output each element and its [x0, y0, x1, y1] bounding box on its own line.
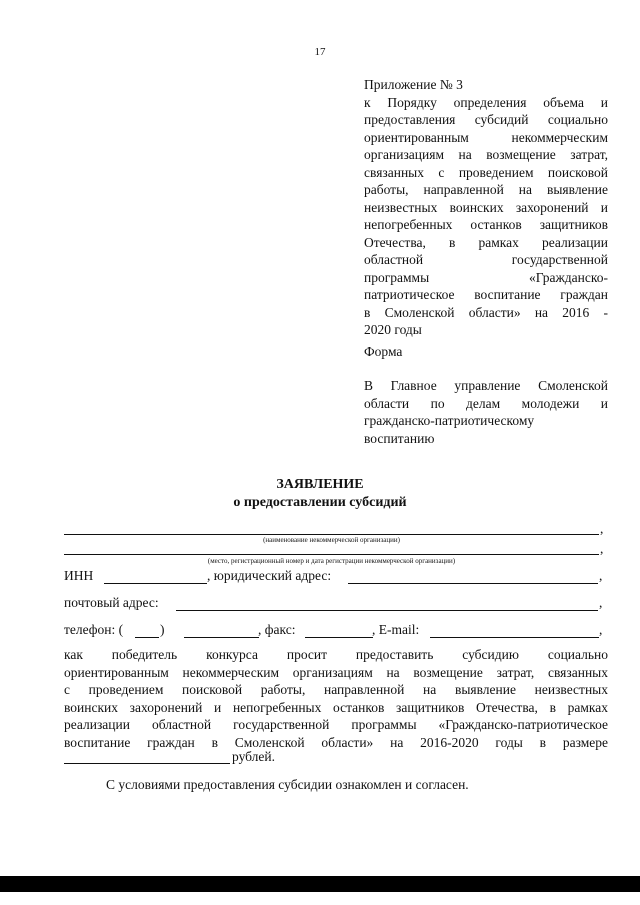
comma: ,: [599, 622, 603, 637]
fax-input[interactable]: [305, 637, 373, 638]
phone-paren: ): [160, 622, 165, 637]
fax-label: , факс:: [258, 622, 296, 637]
org-registration-caption: (место, регистрационный номер и дата регистрации некоммерческой организации): [207, 557, 456, 565]
comma: ,: [600, 541, 604, 556]
addressee-block: [364, 377, 608, 447]
document-subtitle: о предоставлении субсидий: [233, 495, 407, 510]
paragraph-line: как победитель конкурса просит предоставить субсидию социально: [64, 647, 608, 662]
org-name-line[interactable]: [64, 534, 599, 535]
rubles-label: рублей.: [232, 749, 276, 764]
appendix-line: неизвестных воинских захоронений и: [364, 199, 608, 215]
appendix-line: патриотическое воспитание граждан: [364, 287, 608, 302]
consent-text: С условиями предоставления субсидии ознакомлен и согласен.: [106, 777, 469, 792]
phone-label: телефон: (: [64, 622, 124, 637]
appendix-line: организациям на возмещение затрат,: [364, 147, 608, 162]
page-number: 17: [314, 46, 326, 58]
appendix-line: работы, направленной на выявление: [364, 182, 608, 197]
postal-address-input[interactable]: [176, 610, 598, 611]
org-registration-line[interactable]: [64, 554, 599, 555]
paragraph-line: воинских захоронений и непогребенных останков защитников Отечества, в рамках: [64, 699, 608, 715]
appendix-line: областной государственной: [364, 252, 608, 267]
comma: ,: [599, 568, 603, 583]
email-label: , E-mail:: [372, 622, 420, 637]
addressee-line: воспитанию: [364, 430, 435, 446]
addressee-line: области по делам молодежи и: [364, 395, 608, 411]
email-input[interactable]: [430, 637, 599, 638]
addressee-line: В Главное управление Смоленской: [364, 378, 608, 393]
addressee-line: гражданско-патриотическому: [364, 413, 535, 428]
org-name-caption: (наименование некоммерческой организации): [263, 536, 400, 544]
comma: ,: [599, 595, 603, 610]
appendix-line: 2020 годы: [364, 322, 422, 337]
appendix-line: в Смоленской области» на 2016 -: [364, 304, 608, 320]
appendix-line: программы «Гражданско-: [364, 269, 608, 285]
inn-label: ИНН: [64, 568, 94, 583]
scan-edge-bar: [0, 876, 640, 892]
form-label: [364, 343, 608, 361]
appendix-title: Приложение № 3: [364, 77, 463, 92]
appendix-line: связанных с проведением поисковой: [364, 164, 608, 180]
appendix-line: непогребенных останков защитников: [364, 217, 608, 232]
paragraph-line: реализации областной государственной программы «Гражданско-патриотическое: [64, 717, 608, 732]
appendix-line: предоставления субсидий социально: [364, 112, 608, 127]
inn-input[interactable]: [104, 583, 207, 584]
phone-code-input[interactable]: [135, 637, 159, 638]
legal-address-label: , юридический адрес:: [207, 568, 332, 583]
appendix-block: [364, 76, 608, 339]
appendix-line: ориентированным некоммерческим: [364, 129, 608, 145]
form-label-text: Форма: [364, 344, 403, 359]
appendix-line: к Порядку определения объема и: [364, 94, 608, 110]
paragraph-line: воспитание граждан в Смоленской области» на 2016-2020 годы в размере: [64, 734, 608, 750]
comma: ,: [600, 521, 604, 536]
postal-address-label: почтовый адрес:: [64, 595, 159, 610]
appendix-line: Отечества, в рамках реализации: [364, 234, 608, 250]
request-paragraph: [64, 646, 608, 751]
document-title: ЗАЯВЛЕНИЕ: [276, 477, 364, 492]
phone-input[interactable]: [184, 637, 259, 638]
amount-input[interactable]: [64, 763, 230, 764]
legal-address-input[interactable]: [348, 583, 598, 584]
paragraph-line: ориентированным некоммерческим организациям на возмещение затрат, связанных: [64, 664, 608, 680]
paragraph-line: с проведением поисковой работы, направленной на выявление неизвестных: [64, 682, 608, 697]
